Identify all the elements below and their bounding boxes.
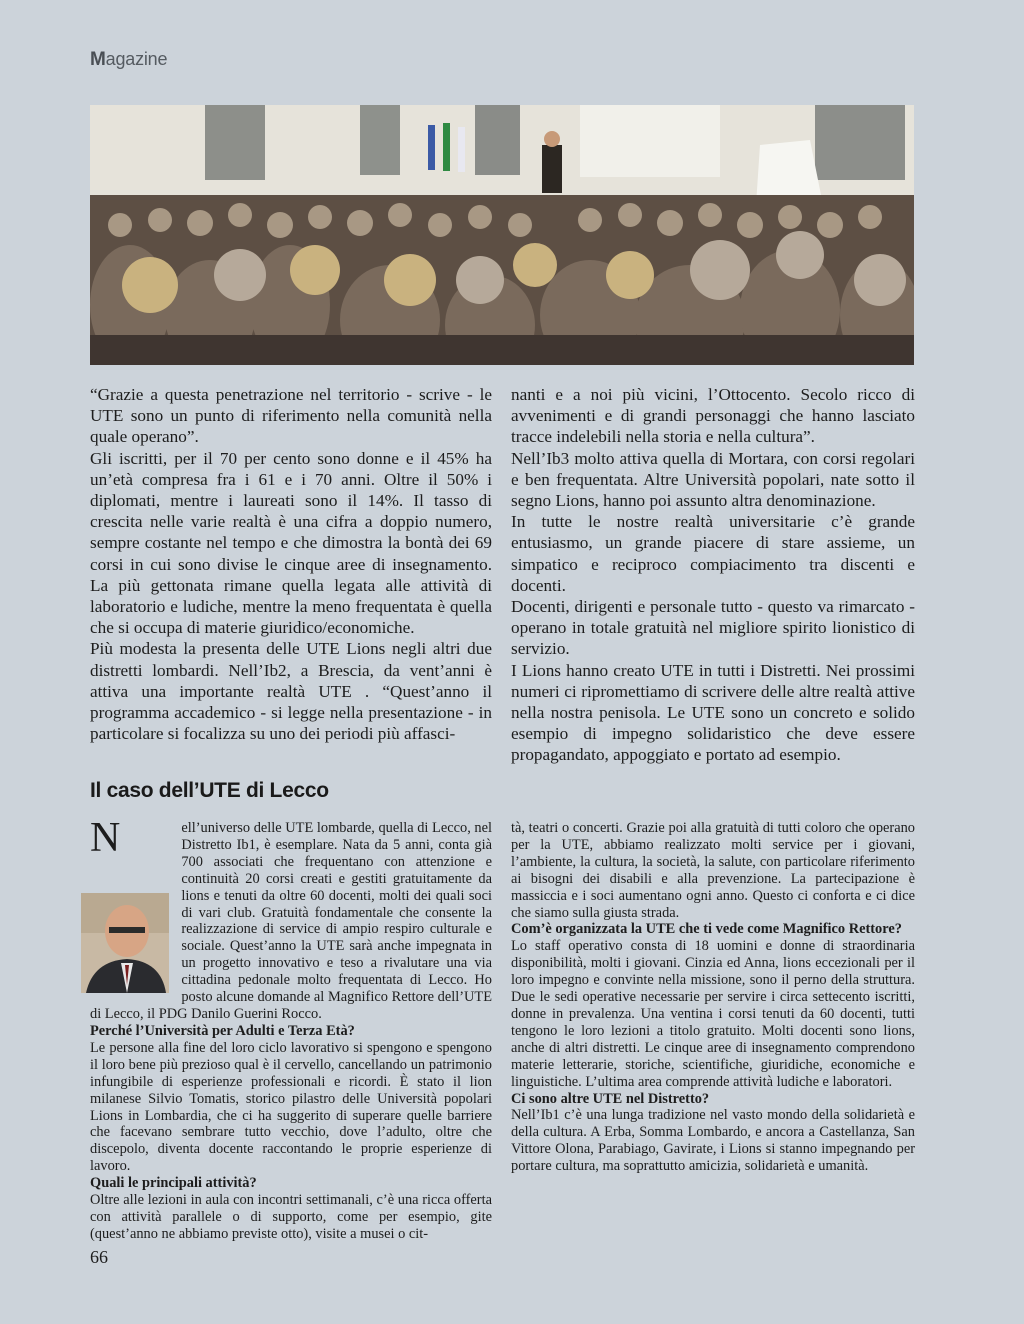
interview-column-left xyxy=(90,815,492,1023)
interview-answer: Oltre alle lezioni in aula con incontri settimanali, c’è una ricca offerta con attività parallele o di supporto, come per esempio, gite (quest’anno ne abbiamo previste otto), visite a musei o cit- xyxy=(90,1192,492,1242)
interview-question: Ci sono altre UTE nel Distretto? xyxy=(511,1090,710,1107)
paragraph: I Lions hanno creato UTE in tutti i Distretti. Nei prossimi numeri ci ripromettiamo di scrivere delle altre realtà attive nella nostra penisola. Le UTE sono un concreto e solido esempio di impegno solidaristico che deve essere propagandato, appoggiato e portato ad esempio. xyxy=(511,660,915,765)
interview-answer: Nell’Ib1 c’è una lunga tradizione nel vasto mondo della solidarietà e della cultura. A Erba, Somma Lombardo, e ancora a Castellanza, San Vittore Olona, Parabiago, Gavirate, i Lions si stanno impegnando per portare cultura, ma soprattutto amicizia, solidarietà e umanità. xyxy=(511,1107,915,1175)
masthead-rest: agazine xyxy=(105,49,168,69)
interview-question: Perché l’Università per Adulti e Terza Età? xyxy=(90,1023,355,1039)
interview-answer: Lo staff operativo consta di 18 uomini e donne di straordinaria disponibilità, molti i giovani. Cinzia ed Anna, lions eccezionali per il loro impegno e convinte nella missione, sono il perno della struttura. Due le sedi operative necessarie per servire i circa settecento iscritti, donne in prevalenza. Una ventina i corsi tenuti da 60 docenti, tutti tengono le loro lezioni a titolo gratuito. Molti docenti sono lions, anche di altri distretti. Le cinque aree di insegnamento comprendono materie letterarie, storiche, scientifiche, giuridiche, economiche e linguistiche. L’ultima area comprende attività ludiche e laboratori. xyxy=(511,938,915,1090)
interview-question: Com’è organizzata la UTE che ti vede come Magnifico Rettore? xyxy=(511,921,902,938)
author-portrait-image xyxy=(81,893,169,993)
paragraph: nanti e a noi più vicini, l’Ottocento. Secolo ricco di avvenimenti e di grandi personaggi che hanno lasciato tracce indelebili nella storia e nella cultura”. xyxy=(511,385,915,447)
intro-text: ell’universo delle UTE lombarde, quella di Lecco, nel Distretto Ib1, è esemplare. Nata da 5 anni, conta già 700 associati che frequentano con attenzione e continuità 20 corsi creati e gestiti gratuitamente da lions e tenuti da oltre 60 docenti, molti dei quali soci di vari club. Gratuità fondamentale che consente la realizzazione di service di ampio respiro culturale e sociale. Quest’anno la UTE sarà anche impegnata in un progetto innovativo e teso a rivalutare una via cittadina pedonale molto frequentata di Lecco. Ho posto alcune domande al Magnifico Rettore dell’UTE di Lecco, il PDG Danilo Guerini Rocco. xyxy=(90,820,492,1022)
lecture-hall-photo xyxy=(90,105,914,365)
paragraph: Più modesta la presenta delle UTE Lions negli altri due distretti lombardi. Nell’Ib2, a Brescia, da vent’anni è attiva una importante realtà UTE . “Quest’anno il programma accademico - si legge nella presentazione - in particolare si focalizza su uno dei periodi più affasci- xyxy=(90,639,492,744)
paragraph: Nell’Ib3 molto attiva quella di Mortara, con corsi regolari e ben frequentata. Altre Università popolari, nate sotto il segno Lions, hanno poi assunto altra denominazione. xyxy=(511,448,915,511)
drop-cap: N xyxy=(90,815,121,861)
paragraph: In tutte le nostre realtà universitarie c’è grande entusiasmo, un grande piacere di stare assieme, un simpatico e reciproco compiacimento tra discenti e docenti. xyxy=(511,512,915,595)
interview-question: Quali le principali attività? xyxy=(90,1175,257,1192)
interview-column-right xyxy=(511,820,915,1175)
magazine-masthead xyxy=(90,49,167,71)
article-column-left xyxy=(90,384,492,744)
interview-continued-left xyxy=(90,1023,492,1243)
page-number: 66 xyxy=(90,1247,108,1267)
paragraph: Gli iscritti, per il 70 per cento sono donne e il 45% ha un’età compresa fra i 61 e i 70 anni. Oltre il 50% i diplomati, mentre i laureati sono il 14%. Il tasso di crescita nelle varie realtà è una cifra a doppio numero, sempre costante nel tempo e che dimostra la bontà dei 69 corsi in cui sono divise le cinque aree di insegnamento. La più gettonata rimane quella legata alle attività di laboratorio e ludiche, mentre la meno frequentata è quella che si occupa di materie giuridico/economiche. xyxy=(90,448,492,638)
paragraph: Docenti, dirigenti e personale tutto - questo va rimarcato - operano in totale gratuità nel migliore spirito lionistico di servizio. xyxy=(511,597,915,659)
answer-continued: tà, teatri o concerti. Grazie poi alla gratuità di tutti coloro che operano per la UTE, abbiamo realizzato molti service per i giovani, l’ambiente, la cultura, la società, la salute, con particolare riferimento ai bisogni dei disabili e alla prevenzione. La partecipazione è massiccia e i soci aumentano ogni anno. Questo ci conforta e ci dice che siamo sulla giusta strada. xyxy=(511,820,915,921)
section-title: Il caso dell’UTE di Lecco xyxy=(90,779,329,802)
paragraph: “Grazie a questa penetrazione nel territorio - scrive - le UTE sono un punto di riferimento nella comunità nella quale operano”. xyxy=(90,385,492,447)
intro-paragraph xyxy=(90,815,492,1023)
article-column-right xyxy=(511,384,915,766)
interview-answer: Le persone alla fine del loro ciclo lavorativo si spengono e spengono il loro bene più prezioso qual è il cervello, cancellando un patrimonio infungibile di esperienze professionali e ricordi. È stato il lion milanese Silvio Tomatis, storico pilastro delle Università popolari Lions in Lombardia, che ci ha suggerito di superare quelle barriere che facevano sembrare tutto vecchio, dove l’adulto, oltre che discepolo, diventa docente raccontando le proprie esperienze di lavoro. xyxy=(90,1039,492,1175)
masthead-initial: M xyxy=(90,49,106,70)
